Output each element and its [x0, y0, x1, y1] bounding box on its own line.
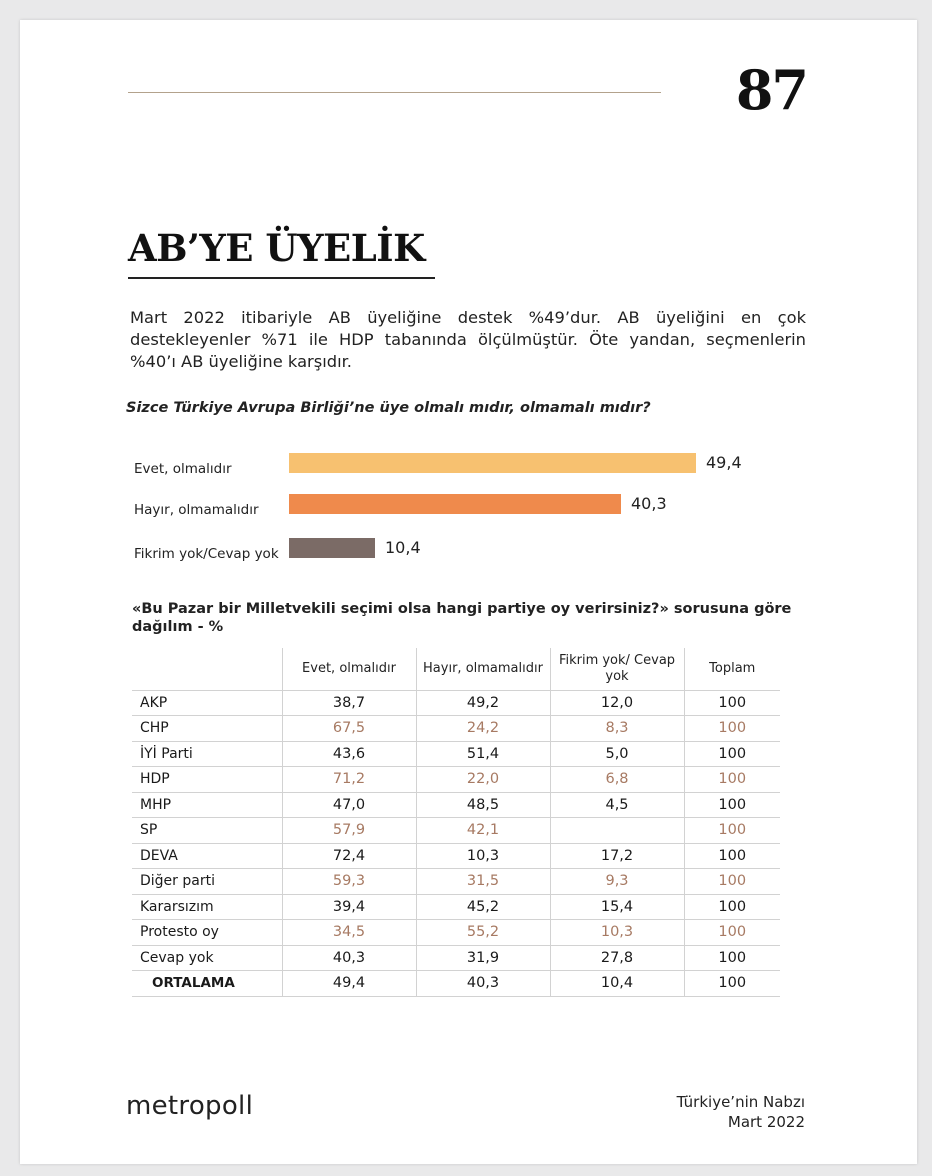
party-name: SP	[132, 818, 282, 844]
cell-fikrim: 27,8	[550, 945, 684, 971]
party-name: İYİ Parti	[132, 741, 282, 767]
table-row	[132, 792, 780, 818]
cell-fikrim: 5,0	[550, 741, 684, 767]
cell-hayir: 31,5	[416, 869, 550, 895]
cell-evet: 47,0	[282, 792, 416, 818]
cell-fikrim: 4,5	[550, 792, 684, 818]
cell-hayir: 51,4	[416, 741, 550, 767]
cell-fikrim: 9,3	[550, 869, 684, 895]
party-name: AKP	[132, 690, 282, 716]
header-fikrim: Fikrim yok/ Cevap yok	[550, 648, 684, 690]
cell-hayir: 10,3	[416, 843, 550, 869]
cell-toplam: 100	[684, 843, 780, 869]
bar-value-label: 10,4	[385, 538, 421, 557]
cell-fikrim: 12,0	[550, 690, 684, 716]
cell-toplam: 100	[684, 894, 780, 920]
table-row	[132, 843, 780, 869]
cell-evet: 59,3	[282, 869, 416, 895]
cell-fikrim: 17,2	[550, 843, 684, 869]
cell-evet: 39,4	[282, 894, 416, 920]
footer-publication	[677, 1092, 805, 1132]
cell-toplam: 100	[684, 869, 780, 895]
table-row	[132, 920, 780, 946]
cell-evet: 49,4	[282, 971, 416, 997]
party-name: HDP	[132, 767, 282, 793]
table-row	[132, 945, 780, 971]
party-name: Protesto oy	[132, 920, 282, 946]
cell-evet: 34,5	[282, 920, 416, 946]
cell-toplam: 100	[684, 920, 780, 946]
publication-date: Mart 2022	[727, 1113, 805, 1131]
cell-evet: 57,9	[282, 818, 416, 844]
party-name: DEVA	[132, 843, 282, 869]
cell-evet: 67,5	[282, 716, 416, 742]
cell-evet: 38,7	[282, 690, 416, 716]
header-rule	[128, 92, 661, 93]
table-row	[132, 869, 780, 895]
table-row	[132, 767, 780, 793]
bar-row	[20, 494, 917, 518]
bar-row	[20, 538, 917, 562]
title-underline	[128, 277, 435, 279]
cell-toplam: 100	[684, 792, 780, 818]
cell-fikrim: 10,4	[550, 971, 684, 997]
cell-evet: 71,2	[282, 767, 416, 793]
cell-fikrim: 15,4	[550, 894, 684, 920]
cell-hayir: 24,2	[416, 716, 550, 742]
header-evet: Evet, olmalıdır	[282, 648, 416, 690]
table-title: «Bu Pazar bir Milletvekili seçimi olsa hangi partiye oy verirsiniz?» sorusuna göre dağılım - %	[132, 601, 792, 635]
cell-hayir: 40,3	[416, 971, 550, 997]
cell-evet: 40,3	[282, 945, 416, 971]
cell-hayir: 49,2	[416, 690, 550, 716]
cell-hayir: 31,9	[416, 945, 550, 971]
cell-toplam: 100	[684, 818, 780, 844]
table-row	[132, 741, 780, 767]
cell-hayir: 45,2	[416, 894, 550, 920]
cell-hayir: 22,0	[416, 767, 550, 793]
party-name: Diğer parti	[132, 869, 282, 895]
cell-toplam: 100	[684, 945, 780, 971]
bar-value-label: 49,4	[706, 453, 742, 472]
bar	[289, 453, 696, 473]
table-row	[132, 690, 780, 716]
cell-evet: 72,4	[282, 843, 416, 869]
header-hayir: Hayır, olmamalıdır	[416, 648, 550, 690]
cell-fikrim	[550, 818, 684, 844]
chart-question: Sizce Türkiye Avrupa Birliği’ne üye olmalı mıdır, olmamalı mıdır?	[126, 400, 651, 416]
cell-toplam: 100	[684, 741, 780, 767]
party-name: Cevap yok	[132, 945, 282, 971]
page-number: 87	[735, 58, 807, 122]
party-breakdown-table	[132, 648, 780, 997]
average-row	[132, 971, 780, 997]
bar-label: Evet, olmalıdır	[134, 461, 232, 477]
header-toplam: Toplam	[684, 648, 780, 690]
cell-hayir: 42,1	[416, 818, 550, 844]
bar	[289, 538, 375, 558]
cell-fikrim: 10,3	[550, 920, 684, 946]
table-row	[132, 716, 780, 742]
cell-fikrim: 8,3	[550, 716, 684, 742]
cell-hayir: 48,5	[416, 792, 550, 818]
bar-row	[20, 453, 917, 477]
cell-toplam: 100	[684, 767, 780, 793]
party-name: MHP	[132, 792, 282, 818]
cell-toplam: 100	[684, 971, 780, 997]
cell-hayir: 55,2	[416, 920, 550, 946]
intro-paragraph: Mart 2022 itibariyle AB üyeliğine destek %49’dur. AB üyeliğini en çok destekleyenler %71 ile HDP tabanında ölçülmüştür. Öte yandan, seçmenlerin %40’ı AB üyeliğine karşıdır.	[130, 308, 806, 371]
bar	[289, 494, 621, 514]
bar-label: Hayır, olmamalıdır	[134, 502, 259, 518]
party-name: CHP	[132, 716, 282, 742]
party-name: Kararsızım	[132, 894, 282, 920]
report-page	[20, 20, 917, 1164]
bar-value-label: 40,3	[631, 494, 667, 513]
table-row	[132, 818, 780, 844]
bar-label: Fikrim yok/Cevap yok	[134, 546, 279, 562]
header-party	[132, 648, 282, 690]
cell-toplam: 100	[684, 716, 780, 742]
metropoll-logo: metropoll	[126, 1091, 254, 1121]
cell-evet: 43,6	[282, 741, 416, 767]
party-name: ORTALAMA	[132, 971, 282, 997]
table-row	[132, 894, 780, 920]
publication-name: Türkiye’nin Nabzı	[676, 1093, 805, 1111]
section-title: AB’YE ÜYELİK	[128, 226, 425, 270]
cell-toplam: 100	[684, 690, 780, 716]
table-header-row	[132, 648, 780, 690]
cell-fikrim: 6,8	[550, 767, 684, 793]
